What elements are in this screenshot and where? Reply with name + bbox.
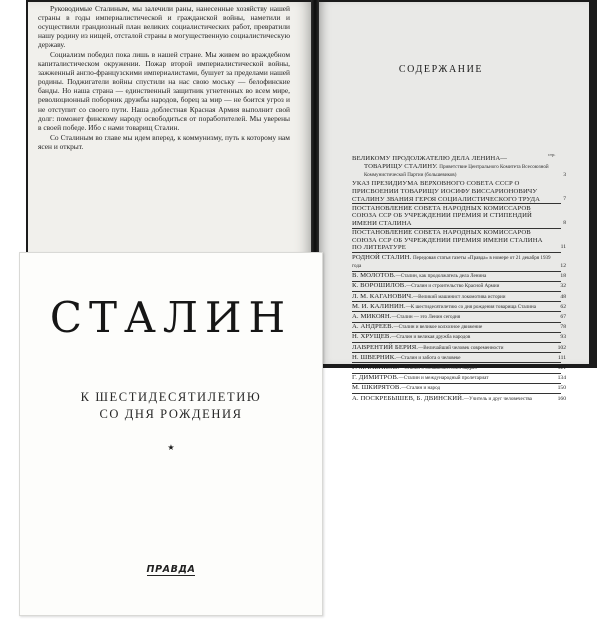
left-paragraph-3: Со Сталиным во главе мы идем вперед, к коммунизму, путь к которому нам ясен и открыт. [38,132,290,151]
toc-entry-note: —Величайший человек современности [418,344,504,351]
toc-entry-page: 121 [557,364,566,371]
cover-publisher [20,564,322,575]
toc-entry [352,323,566,333]
toc-entry [352,384,566,394]
toc-entry [352,204,566,229]
book-cover [19,252,323,616]
toc-entry-note: Передовая статья газеты «Правда» в номере от 21 декабря 1939 года [352,254,551,270]
table-of-contents [352,155,566,404]
toc-entry-note: —Великий машинист локомотива истории [413,293,506,300]
toc-entry-page: 67 [560,314,566,321]
toc-entry-title: УКАЗ ПРЕЗИДИУМА ВЕРХОВНОГО СОВЕТА СССР О ПРИСВОЕНИИ ТОВАРИЩУ ИОСИФУ ВИССАРИОНОВИЧУ СТАЛИНУ ЗВАНИЯ ГЕРОЯ СОЦИАЛИСТИЧЕСКОГО ТРУДА [352,180,541,203]
left-page-text [38,4,290,151]
toc-entry-page: 18 [560,273,566,280]
toc-entry [352,292,566,303]
toc-entry-page: 93 [560,334,566,341]
toc-entry-title: Г. МАЛЕНКОВ. [352,363,400,371]
toc-entry-page: 134 [557,375,566,382]
toc-entry-note: —Сталин, как продолжатель дела Ленина [395,273,487,280]
toc-entry-title: М. ШКИРЯТОВ. [352,384,402,392]
toc-entry [352,394,566,404]
left-paragraph-2: Социализм победил пока лишь в нашей стране. Мы живем во враждебном капиталистическом окружении. Пожар второй империалистической войны, зажженный англо-французскими империалистами, бушует за пределами нашей родины. Поджигатели войны спустили на нас свою моську — белофинские банды. Но наша страна — единственный защитник угнетенных во всем мире, революционный поборник дружбы народов, борец за мир — не боится угроз и не отступит со своего пути. Наша доблестная Красная Армия выполнит свой долг: поможет финскому народу освободиться от поработителей. Мы уверены в своей победе. Ибо с нами товарищ Сталин. [38,50,290,132]
toc-entry [352,180,566,204]
toc-entry-note: —Сталин и великая дружба народов [391,334,471,341]
toc-entry-title: ЛАВРЕНТИЙ БЕРИЯ. [352,343,419,351]
toc-entry-title: ПОСТАНОВЛЕНИЕ СОВЕТА НАРОДНЫХ КОМИССАРОВ СОЮЗА ССР ОБ УЧРЕЖДЕНИИ ПРЕМИЯ И СТИПЕНДИЙ ИМЕНИ СТАЛИНА [352,204,532,227]
toc-title: СОДЕРЖАНИЕ [398,64,484,75]
toc-entry-note: —Сталин и великое колхозное движение [393,324,483,331]
toc-entry-note: Приветствие Центрального Комитета Всесоюзной Коммунистической Партии (большевиков) [364,163,549,179]
toc-entry [352,253,566,272]
left-paragraph-1: Руководимые Сталиным, мы залечили раны, нанесенные хозяйству нашей страны в годы империалистической и гражданской войны, наметили и осуществили грандиозный план великих социалистических работ, превратили нашу родину из нищей, отсталой страны в могущественную социалистическую державу. [38,4,290,50]
toc-entry-note: —Сталин и строительство Красной Армии [406,283,500,290]
toc-entry-title: А. АНДРЕЕВ. [352,323,394,331]
toc-entry [352,272,566,282]
toc-entry-page: 48 [560,293,566,300]
toc-entry [352,333,566,343]
toc-entry-note: —Учитель и друг человечества [463,395,532,402]
toc-entry [352,313,566,323]
toc-entry-note: —Сталин и народ [401,385,441,392]
toc-entry-title: ВЕЛИКОМУ ПРОДОЛЖАТЕЛЮ ДЕЛА ЛЕНИНА— [352,155,508,162]
toc-entry-page: 12 [560,263,566,270]
toc-entry-title: Н. ШВЕРНИК. [352,353,397,361]
star-icon: ★ [167,443,175,452]
toc-entry-page: 62 [560,303,566,310]
toc-entry-title: А. ПОСКРЕБЫШЕВ, Б. ДВИНСКИЙ. [352,394,464,402]
toc-entry-page: 111 [558,354,566,361]
toc-entry [352,229,566,253]
toc-entry-page: 150 [557,385,566,392]
toc-entry-title: Л. М. КАГАНОВИЧ. [352,292,413,300]
toc-entry-page: 7 [563,195,566,202]
toc-entry-page: 3 [563,172,566,179]
toc-entry-note: —Сталин и международный пролетариат [398,375,489,382]
toc-entry-page: 11 [560,244,566,251]
toc-entry-page: 78 [560,324,566,331]
toc-entry [352,282,566,292]
toc-entry-title: ТОВАРИЩУ СТАЛИНУ. [364,162,438,170]
toc-entry [352,374,566,384]
toc-entry-title: В. МОЛОТОВ. [352,272,396,280]
toc-entry-page: 8 [563,219,566,226]
toc-entry-page: 160 [557,395,566,402]
toc-entry-note: —Сталин — это Ленин сегодня [391,314,461,321]
toc-entry-note: —К шестидесятилетию со дня рождения товарища Сталина [405,303,536,310]
toc-page-header: стр. [548,152,556,157]
toc-entry-title: А. МИКОЯН. [352,313,392,321]
toc-entry-title: Н. ХРУЩЕВ. [352,333,392,341]
toc-entry-title: ПОСТАНОВЛЕНИЕ СОВЕТА НАРОДНЫХ КОМИССАРОВ СОЮЗА ССР ОБ УЧРЕЖДЕНИИ ПРЕМИЯ ИМЕНИ СТАЛИНА ПО ЛИТЕРАТУРЕ [352,229,543,252]
toc-entry-page: 102 [557,344,566,351]
toc-entry-note: —Сталин о большевистских кадрах [399,364,477,371]
cover-title: СТАЛИН [49,293,293,342]
toc-entry-page: 32 [560,283,566,290]
cover-subtitle-line2: СО ДНЯ РОЖДЕНИЯ [99,407,243,421]
toc-entry [352,155,566,180]
toc-entry [352,353,566,364]
toc-entry-title: РОДНОЙ СТАЛИН. [352,253,412,261]
toc-entry [352,302,566,313]
toc-entry [352,363,566,374]
toc-entry [352,343,566,354]
toc-entry-note: —Сталин и забота о человеке [396,354,461,361]
publisher-logo: ПРАВДА [146,564,196,575]
toc-entry-title: М. И. КАЛИНИН. [352,302,406,310]
toc-entry-title: Г. ДИМИТРОВ. [352,374,399,382]
cover-subtitle-line1: К ШЕСТИДЕСЯТИЛЕТИЮ [80,390,262,404]
toc-entry-title: К. ВОРОШИЛОВ. [352,282,407,290]
